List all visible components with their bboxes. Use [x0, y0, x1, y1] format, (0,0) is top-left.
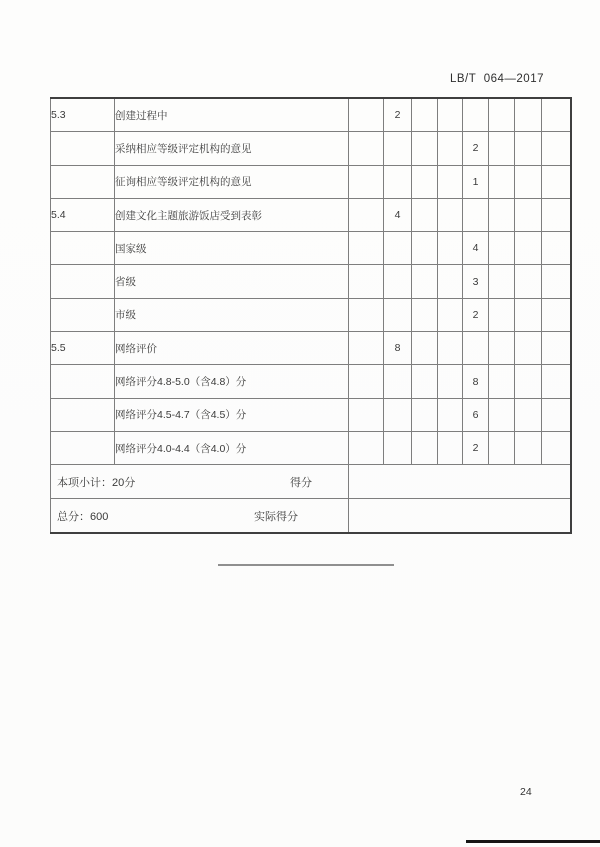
- subtotal-cell: [51, 465, 349, 499]
- table-row: [51, 98, 571, 132]
- empty-score-cell: [349, 98, 384, 132]
- main-score-cell: [384, 365, 412, 398]
- empty-score-cell: [438, 165, 463, 198]
- empty-score-cell: [489, 431, 515, 464]
- item-description-cell: 网络评价: [115, 332, 349, 365]
- empty-score-cell: [412, 365, 438, 398]
- empty-score-cell: [515, 165, 542, 198]
- empty-score-cell: [412, 398, 438, 431]
- main-score-cell: 8: [384, 332, 412, 365]
- empty-score-cell: [438, 398, 463, 431]
- item-description-cell: 省级: [115, 265, 349, 298]
- item-number-cell: 5.4: [51, 198, 115, 231]
- table-row: [51, 232, 571, 265]
- main-score-cell: [384, 232, 412, 265]
- main-score-cell: [384, 265, 412, 298]
- sub-score-cell: [463, 98, 489, 132]
- empty-score-cell: [412, 165, 438, 198]
- table-row: [51, 365, 571, 398]
- item-description-cell: 创建过程中: [115, 98, 349, 132]
- item-number-cell: [51, 298, 115, 331]
- table-row: [51, 265, 571, 298]
- item-number-cell: [51, 431, 115, 464]
- item-number-cell: [51, 132, 115, 165]
- table-row: [51, 398, 571, 431]
- subtotal-label: 本项小计：20分: [57, 476, 136, 489]
- empty-score-cell: [489, 265, 515, 298]
- empty-score-cell: [349, 265, 384, 298]
- item-description-cell: 网络评分4.0-4.4（含4.0）分: [115, 431, 349, 464]
- empty-score-cell: [412, 98, 438, 132]
- empty-score-cell: [412, 232, 438, 265]
- empty-score-cell: [438, 298, 463, 331]
- empty-score-cell: [489, 198, 515, 231]
- table-row: [51, 132, 571, 165]
- empty-score-cell: [542, 98, 571, 132]
- item-number-cell: [51, 398, 115, 431]
- empty-score-cell: [489, 132, 515, 165]
- empty-score-cell: [542, 398, 571, 431]
- score-entry-cell: [349, 465, 571, 499]
- empty-score-cell: [542, 265, 571, 298]
- empty-score-cell: [489, 365, 515, 398]
- actual-score-field-label: 实际得分: [254, 510, 298, 523]
- empty-score-cell: [349, 365, 384, 398]
- main-score-cell: [384, 298, 412, 331]
- main-score-cell: 2: [384, 98, 412, 132]
- table-row: [51, 431, 571, 464]
- item-description-cell: 征询相应等级评定机构的意见: [115, 165, 349, 198]
- sub-score-cell: 2: [463, 132, 489, 165]
- item-description-cell: 创建文化主题旅游饭店受到表彰: [115, 198, 349, 231]
- item-number-cell: [51, 265, 115, 298]
- sub-score-cell: 4: [463, 232, 489, 265]
- sub-score-cell: 3: [463, 265, 489, 298]
- section-divider-line: [218, 564, 394, 566]
- empty-score-cell: [349, 298, 384, 331]
- sub-score-cell: 1: [463, 165, 489, 198]
- empty-score-cell: [542, 431, 571, 464]
- empty-score-cell: [349, 232, 384, 265]
- item-description-cell: 网络评分4.8-5.0（含4.8）分: [115, 365, 349, 398]
- empty-score-cell: [515, 431, 542, 464]
- empty-score-cell: [438, 232, 463, 265]
- empty-score-cell: [438, 332, 463, 365]
- empty-score-cell: [489, 298, 515, 331]
- empty-score-cell: [349, 398, 384, 431]
- empty-score-cell: [412, 298, 438, 331]
- empty-score-cell: [349, 431, 384, 464]
- empty-score-cell: [515, 298, 542, 331]
- table-row: [51, 165, 571, 198]
- empty-score-cell: [515, 365, 542, 398]
- item-number-cell: [51, 365, 115, 398]
- item-number-cell: [51, 165, 115, 198]
- main-score-cell: [384, 165, 412, 198]
- empty-score-cell: [438, 98, 463, 132]
- total-cell: [51, 499, 349, 534]
- empty-score-cell: [515, 265, 542, 298]
- empty-score-cell: [412, 198, 438, 231]
- item-description-cell: 国家级: [115, 232, 349, 265]
- empty-score-cell: [412, 132, 438, 165]
- main-score-cell: [384, 132, 412, 165]
- empty-score-cell: [515, 332, 542, 365]
- empty-score-cell: [412, 332, 438, 365]
- empty-score-cell: [438, 198, 463, 231]
- main-score-cell: [384, 431, 412, 464]
- empty-score-cell: [542, 365, 571, 398]
- total-row: [51, 499, 571, 534]
- empty-score-cell: [349, 198, 384, 231]
- item-number-cell: 5.3: [51, 98, 115, 132]
- sub-score-cell: [463, 198, 489, 231]
- item-number-cell: [51, 232, 115, 265]
- item-description-cell: 网络评分4.5-4.7（含4.5）分: [115, 398, 349, 431]
- empty-score-cell: [542, 198, 571, 231]
- empty-score-cell: [489, 332, 515, 365]
- empty-score-cell: [542, 298, 571, 331]
- subtotal-row: [51, 465, 571, 499]
- empty-score-cell: [349, 132, 384, 165]
- empty-score-cell: [542, 165, 571, 198]
- table-row: [51, 332, 571, 365]
- table-row: [51, 198, 571, 231]
- sub-score-cell: 8: [463, 365, 489, 398]
- empty-score-cell: [438, 431, 463, 464]
- empty-score-cell: [515, 398, 542, 431]
- actual-score-entry-cell: [349, 499, 571, 534]
- empty-score-cell: [412, 431, 438, 464]
- item-description-cell: 市级: [115, 298, 349, 331]
- empty-score-cell: [515, 232, 542, 265]
- empty-score-cell: [349, 332, 384, 365]
- scoring-table: [50, 97, 572, 534]
- main-score-cell: [384, 398, 412, 431]
- score-field-label: 得分: [290, 476, 312, 489]
- main-score-cell: 4: [384, 198, 412, 231]
- empty-score-cell: [489, 165, 515, 198]
- empty-score-cell: [489, 98, 515, 132]
- sub-score-cell: 2: [463, 431, 489, 464]
- empty-score-cell: [542, 332, 571, 365]
- empty-score-cell: [349, 165, 384, 198]
- item-number-cell: 5.5: [51, 332, 115, 365]
- empty-score-cell: [515, 198, 542, 231]
- sub-score-cell: 2: [463, 298, 489, 331]
- page-number: 24: [520, 786, 532, 798]
- empty-score-cell: [542, 132, 571, 165]
- sub-score-cell: 6: [463, 398, 489, 431]
- empty-score-cell: [515, 98, 542, 132]
- standard-code-header: LB/T 064—2017: [449, 73, 544, 85]
- empty-score-cell: [489, 398, 515, 431]
- item-description-cell: 采纳相应等级评定机构的意见: [115, 132, 349, 165]
- empty-score-cell: [438, 132, 463, 165]
- empty-score-cell: [438, 365, 463, 398]
- empty-score-cell: [489, 232, 515, 265]
- empty-score-cell: [438, 265, 463, 298]
- sub-score-cell: [463, 332, 489, 365]
- scan-edge-mark: [466, 840, 600, 843]
- empty-score-cell: [515, 132, 542, 165]
- table-row: [51, 298, 571, 331]
- empty-score-cell: [412, 265, 438, 298]
- empty-score-cell: [542, 232, 571, 265]
- total-label: 总分：600: [57, 510, 109, 523]
